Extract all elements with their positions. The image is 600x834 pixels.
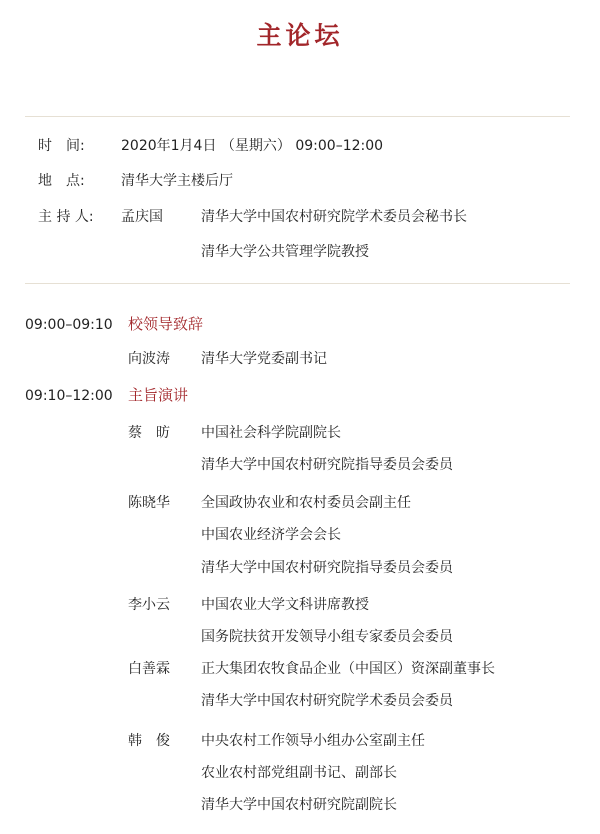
speaker-name: 陈晓华 [128,495,170,511]
session-time: 09:10–12:00 [25,388,113,404]
place-label: 地 点: [38,173,85,189]
speaker-name: 向波涛 [128,351,170,367]
session-time: 09:00–09:10 [25,317,113,333]
speaker-title: 清华大学中国农村研究院指导委员会委员 [201,560,453,576]
speaker-title: 中国社会科学院副院长 [201,425,341,441]
time-label: 时 间: [38,138,85,154]
speaker-name: 韩 俊 [128,733,170,749]
session-title: 校领导致辞 [128,315,204,333]
host-label: 主 持 人: [38,209,94,225]
speaker-title: 中国农业大学文科讲席教授 [201,597,369,613]
host-title: 清华大学公共管理学院教授 [201,244,369,260]
speaker-name: 白善霖 [128,661,170,677]
speaker-title: 全国政协农业和农村委员会副主任 [201,495,411,511]
host-title: 清华大学中国农村研究院学术委员会秘书长 [201,209,467,225]
divider-top [25,116,570,117]
speaker-title: 国务院扶贫开发领导小组专家委员会委员 [201,629,453,645]
speaker-name: 蔡 昉 [128,425,170,441]
speaker-title: 中央农村工作领导小组办公室副主任 [201,733,425,749]
time-value: 2020年1月4日 （星期六） 09:00–12:00 [121,138,384,154]
host-name: 孟庆国 [121,209,163,225]
speaker-title: 清华大学党委副书记 [201,351,327,367]
session-title: 主旨演讲 [128,386,189,404]
speaker-title: 农业农村部党组副书记、副部长 [201,765,397,781]
speaker-title: 清华大学中国农村研究院指导委员会委员 [201,457,453,473]
speaker-name: 李小云 [128,597,170,613]
speaker-title: 清华大学中国农村研究院学术委员会委员 [201,693,453,709]
place-value: 清华大学主楼后厅 [121,173,233,189]
speaker-title: 中国农业经济学会会长 [201,527,341,543]
speaker-title: 正大集团农牧食品企业（中国区）资深副董事长 [201,661,495,677]
page-title: 主论坛 [256,21,344,50]
speaker-title: 清华大学中国农村研究院副院长 [201,797,397,813]
divider-middle [25,283,570,284]
